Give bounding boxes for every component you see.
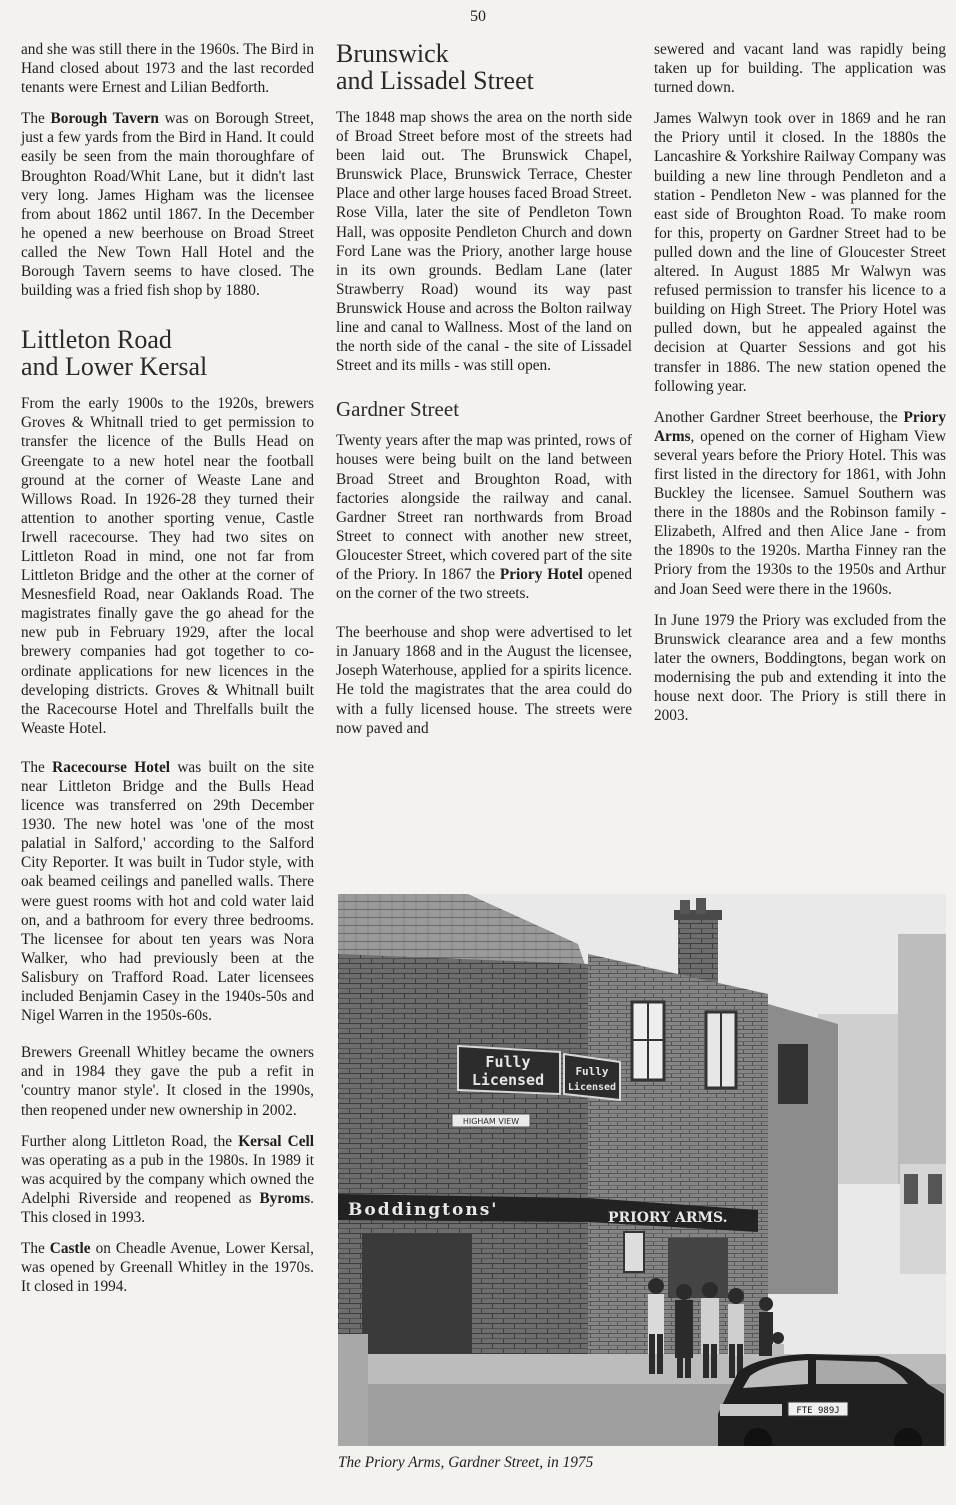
paragraph: and she was still there in the 1960s. The Bird in Hand closed about 1973 and the last recorded tenants were Ernest and Lilian Bedforth. — [21, 41, 314, 97]
section-heading-gardner: Gardner Street — [336, 397, 460, 422]
fascia-boddingtons: Boddingtons' — [348, 1200, 499, 1220]
pub-name: Priory Hotel — [499, 565, 583, 583]
paragraph: Twenty years after the map was printed, rows of houses were being built on the land between Broad Street and Broughton Road, with factories alongside the railway and canal. Gardner Street ran northwards from Broad Street to connect with another new street, Gloucester Street, which covered part of the site of the Priory. In 1867 the Priory Hotel opened on the corner of the two streets. — [336, 432, 632, 603]
number-plate: FTE 989J — [796, 1406, 840, 1416]
paragraph: From the early 1900s to the 1920s, brewers Groves & Whitnall tried to get permission to transfer the licence of the Bulls Head on Greengate to a new hotel near the football ground at the corner of Weaste Lane and Willows Road. In 1926-28 they turned their attention to another sporting venue, Castle Irwell racecourse. They had two sites on Littleton Road in mind, one not far from Littleton Bridge and the other at the corner of Mesnesfield Road, near Oaklands Road. The magistrates finally gave the go ahead for the new pub in February 1929, after the local brewery companies had got together to co-ordinate applications for new licences in the developing districts. Groves & Whitnall built the Racecourse Hotel and Threlfalls built the Weaste Hotel. — [21, 395, 314, 737]
pub-name: Kersal Cell — [238, 1132, 314, 1150]
pub-name: Priory Arms — [654, 408, 946, 445]
street-sign-text: HIGHAM VIEW — [462, 1117, 520, 1126]
page-number: 50 — [470, 8, 486, 25]
pub-name: Borough Tavern — [50, 110, 159, 128]
paragraph: sewered and vacant land was rapidly being taken up for building. The application was turned down. — [654, 41, 946, 97]
paragraph: Further along Littleton Road, the Kersal Cell was operating as a pub in the 1980s. In 1989 it was acquired by the company which owned the Adelphi Riverside and reopened as Byroms. This closed in 1993. — [21, 1132, 314, 1226]
paragraph: The 1848 map shows the area on the north side of Broad Street before most of the streets had been laid out. The Brunswick Chapel, Brunswick Place, Brunswick Terrace, Chester Place and other large houses faced Broad Street. Rose Villa, later the site of Pendleton Town Hall, was opposite Pendleton Church and down Ford Lane was the Priory, another large house in its own grounds. Bedlam Lane (later Strawberry Road) wound its way past Brunswick House and across the Bolton railway line and canal to Wallness. Most of the land on the north side of the canal - the site of Lissadel Street and its mills - was still open. — [336, 109, 632, 375]
sign-small-licensed-text: Licensed — [567, 1082, 617, 1093]
pub-name: Byroms — [259, 1189, 311, 1207]
paragraph: James Walwyn took over in 1869 and he ran the Priory until it closed. In the 1880s the Lancashire & Yorkshire Railway Company was building a new line through Pendleton and a station - Pendleton New - was planned for the east side of Broughton Road. To make room for this, property on Gardner Street had to be pulled down and the line of Gloucester Street altered. In August 1885 Mr Walwyn was refused permission to transfer his licence to a building on High Street. The Priory Hotel was pulled down, but he appealed against the decision at Quarter Sessions and got his transfer in 1886. The new station opened the following year. — [654, 110, 946, 395]
priory-arms-photo — [338, 894, 946, 1446]
sign-licensed-text: Licensed — [471, 1071, 545, 1089]
paragraph: Another Gardner Street beerhouse, the Priory Arms, opened on the corner of Higham View several years before the Priory Hotel. This was first listed in the directory for 1861, with John Buckley the licensee. Samuel Southern was there in the 1880s and the Robinson family - Elizabeth, Alfred and then Alice Jane - from the 1890s to the 1920s. Martha Finney ran the Priory from the 1930s to the 1950s and Arthur and Joan Seed were there in the 1960s. — [654, 408, 946, 598]
paragraph: The Castle on Cheadle Avenue, Lower Kersal, was opened by Greenall Whitley in the 1970s. It closed in 1994. — [21, 1240, 315, 1296]
column-left — [21, 40, 314, 1308]
pub-name: Castle — [49, 1240, 91, 1258]
paragraph: In June 1979 the Priory was excluded from the Brunswick clearance area and a few months later the owners, Boddingtons, began work on modernising the pub and extending it into the house next door. The Priory is still there in 2003. — [654, 611, 946, 725]
paragraph: The Borough Tavern was on Borough Street, just a few yards from the Bird in Hand. It could easily be seen from the main thoroughfare of Broughton Road/Whit Lane, but it didn't last very long. James Higham was the licensee from about 1862 until 1867. In the December he opened a new beerhouse on Broad Street called the New Town Hall Hotel and the Borough Tavern seems to have closed. The building was a fried fish shop by 1880. — [21, 110, 314, 300]
section-heading-littleton: Littleton Road and Lower Kersal — [21, 325, 208, 382]
photo-caption: The Priory Arms, Gardner Street, in 1975 — [338, 1454, 594, 1471]
sign-fully-text: Fully — [485, 1053, 531, 1071]
section-heading-brunswick: Brunswick and Lissadel Street — [336, 39, 534, 95]
sign-small-fully-text: Fully — [575, 1065, 609, 1078]
paragraph: Brewers Greenall Whitley became the owners and in 1984 they gave the pub a refit in 'country manor style'. It closed in the 1990s, then reopened under new ownership in 2002. — [21, 1044, 314, 1119]
column-right — [654, 40, 946, 737]
paragraph: The Racecourse Hotel was built on the site near Littleton Bridge and the Bulls Head licence was transferred on 29th December 1930. The new hotel was 'one of the most palatial in Salford,' according to the Salford City Reporter. It was built in Tudor style, with oak beamed ceilings and panelled walls. There were guest rooms with hot and cold water laid on, and a bathroom for every three bedrooms. The licensee for about ten years was Nora Walker, who had previously been at the Salisbury on Trafford Road. Later licensees included Benjamin Casey in the 1940s-50s and Nigel Warren in the 1950s-60s. — [21, 758, 314, 1025]
paragraph: The beerhouse and shop were advertised to let in January 1868 and in the August the licensee, Joseph Waterhouse, applied for a spirits licence. He told the magistrates that the area could do with a fully licensed house. The streets were now paved and — [336, 624, 632, 737]
column-middle — [336, 40, 632, 750]
pub-name: Racecourse Hotel — [52, 758, 170, 776]
fascia-priory-arms: PRIORY ARMS. — [608, 1210, 728, 1226]
